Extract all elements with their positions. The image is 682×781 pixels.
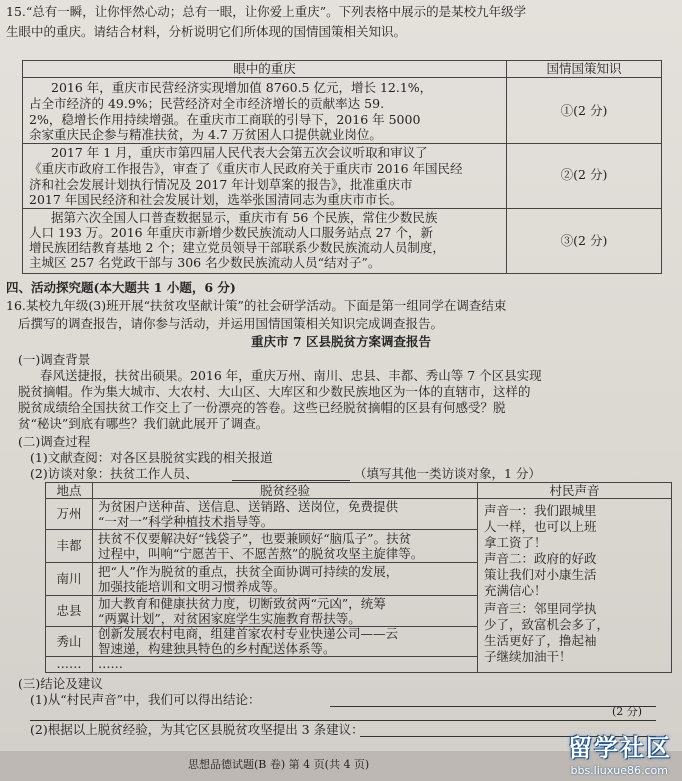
conclusion-q2: (2)根据以上脱贫经验，为其它区县脱贫攻坚提出 3 条建议： xyxy=(30,722,364,737)
q15-row3-score: ③(2 分) xyxy=(560,233,608,248)
q16-prompt-line1: 16.某校九年级(3)班开展“扶贫攻坚献计策”的社会研学活动。下面是第一组同学在调查结束 xyxy=(6,298,507,313)
col-place-header: 地点 xyxy=(56,483,82,498)
exp-line: 加强技能培训和文明习惯养成等。 xyxy=(98,579,286,594)
q15-row2-line1: 2017 年 1 月，重庆市第四届人民代表大会第五次会议听取和审议了 xyxy=(51,145,428,160)
bg-line4: 贫“秘诀”到底有哪些？我们就此展开了调查。 xyxy=(18,416,269,431)
q15-table xyxy=(22,60,662,274)
exp-line: 把“人”作为脱贫的重点，扶贫全面协调可持续的发展， xyxy=(98,564,399,579)
q15-row2-line4: 2017 年国民经济和社会发展计划，选举张国清同志为重庆市市长。 xyxy=(29,192,403,207)
report-title: 重庆市 7 区县脱贫方案调查报告 xyxy=(251,334,431,349)
page-footer: 思想品德试题(B 卷) 第 4 页(共 4 页) xyxy=(188,758,370,771)
conclusion-heading: (三)结论及建议 xyxy=(18,676,103,691)
voice-line: 声音二：政府的好政 xyxy=(484,551,597,566)
place-cell: 丰都 xyxy=(56,538,82,553)
bg-line3: 脱贫成绩给全国扶贫工作交上了一份漂亮的答卷。这些已经脱贫摘帽的区县有何感受？脱 xyxy=(18,400,506,415)
place-cell: 南川 xyxy=(56,571,82,586)
q15-row1-line3: 2%，稳增长作用持续增强。在重庆市工商联的引导下，2016 年 5000 xyxy=(29,112,421,127)
q15-row2-line3: 济和社会发展计划执行情况及 2017 年计划草案的报告》，批准重庆市 xyxy=(29,177,413,192)
voice-line: 子继续加油干！ xyxy=(484,649,572,664)
proc-item1: (1)文献查阅：对各区县脱贫实践的相关报道 xyxy=(30,450,273,465)
exp-line: “两翼计划”，对贫困家庭学生实施教育帮扶等。 xyxy=(98,611,361,626)
q15-prompt-line1: 15.“总有一瞬，让你怦然心动；总有一眼，让你爱上重庆”。下列表格中展示的是某校九年级学 xyxy=(6,4,527,19)
proc-heading: (二)调查过程 xyxy=(18,434,91,449)
q15-row2-line2: 《重庆市政府工作报告》，审查了《重庆市人民政府关于重庆市 2016 年国民经 xyxy=(29,161,463,176)
conclusion-q1: (1)从“村民声音”中，我们可以得出结论： xyxy=(30,692,261,707)
place-cell: …… xyxy=(56,656,82,671)
conclusion-blank[interactable] xyxy=(330,706,656,707)
voice-line: 拿工资了！ xyxy=(484,535,547,550)
exp-line: 加大教育和健康扶贫力度，切断致贫两“元凶”，统筹 xyxy=(98,596,386,611)
proc-item2: (2)访谈对象：扶贫工作人员、 xyxy=(30,466,198,481)
exp-line: 智速递，构建独具特色的乡村配送体系等。 xyxy=(98,641,336,656)
exp-line: 创新发展农村电商，组建首家农村专业快递公司——云 xyxy=(98,626,399,641)
interviewee-blank[interactable] xyxy=(232,480,350,481)
q15-row1-line2: 占全市经济的 49.9%；民营经济对全市经济增长的贡献率达 59. xyxy=(29,96,385,111)
q15-row1-score: ①(2 分) xyxy=(560,103,608,118)
q15-row2-score: ②(2 分) xyxy=(560,167,608,182)
exp-line: “一对一”科学种植技术指导等。 xyxy=(98,514,274,529)
section-heading-4: 四、活动探究题(本大题共 1 小题，6 分) xyxy=(6,280,236,295)
exp-line: 扶贫不仅要解决好“钱袋子”，也要兼顾好“脑瓜子”。扶贫 xyxy=(98,531,412,546)
bg-heading: (一)调查背景 xyxy=(18,352,91,367)
col-voice-header: 村民声音 xyxy=(549,483,600,498)
place-cell: 万州 xyxy=(56,506,82,521)
bg-line1: 春风送捷报，扶贫出硕果。2016 年，重庆万州、南川、忠县、丰都、秀山等 7 个区县实现 xyxy=(40,368,542,383)
col-exp-header: 脱贫经验 xyxy=(259,483,310,498)
proc-item2-hint: （填写其他一类访谈对象，1 分） xyxy=(354,466,541,481)
voice-line: 少了，致富机会多了， xyxy=(484,617,610,632)
q15-row3-line4: 主城区 257 名党政干部与 306 名少数民族流动人员“结对子”。 xyxy=(29,255,381,270)
voice-line: 充满信心！ xyxy=(484,583,547,598)
exp-line: 为贫困户送种苗、送信息、送销路、送岗位，免费提供 xyxy=(98,499,399,514)
place-cell: 忠县 xyxy=(56,603,82,618)
q15-row3-line2: 人口 193 万。2016 年重庆市新增少数民族流动人口服务站点 27 个，新 xyxy=(29,225,433,240)
place-cell: 秀山 xyxy=(56,634,82,649)
q15-row3-line3: 增民族团结教育基地 2 个；建立党员领导干部联系少数民族流动人员制度， xyxy=(29,240,445,255)
survey-result-table xyxy=(45,482,672,673)
voice-line: 声音一：我们跟城里 xyxy=(484,503,597,518)
q15-col-left-header: 眼中的重庆 xyxy=(233,61,296,76)
voice-line: 声音三：邻里同学执 xyxy=(484,601,597,616)
exp-line: 过程中，叫响“宁愿苦干、不愿苦熬”的脱贫攻坚主旋律等。 xyxy=(98,546,424,561)
score-note: (2 分) xyxy=(612,705,643,718)
conclusion-blank-2[interactable] xyxy=(30,720,656,721)
q15-col-right-header: 国情国策知识 xyxy=(546,61,622,76)
voice-line: 人一样，也可以上班 xyxy=(484,519,597,534)
voice-line: 生活更好了，撸起袖 xyxy=(484,633,597,648)
bg-line2: 脱贫摘帽。作为集大城市、大农村、大山区、大库区和少数民族地区为一体的直辖市，这样的 xyxy=(18,384,531,399)
q16-prompt-line2: 后撰写的调查报告，请你参与活动，并运用国情国策相关知识完成调查报告。 xyxy=(18,316,444,331)
q15-row1-line4: 余家重庆民企参与精准扶贫，为 4.7 万贫困人口提供就业岗位。 xyxy=(29,127,382,142)
watermark-logo: 留学社区 xyxy=(568,734,672,762)
exp-line: …… xyxy=(98,656,123,671)
q15-row3-line1: 据第六次全国人口普查数据显示，重庆市有 56 个民族，常住少数民族 xyxy=(51,210,438,225)
voice-line: 策让我们对小康生活 xyxy=(484,567,597,582)
q15-prompt-line2: 生眼中的重庆。请结合材料，分析说明它们所体现的国情国策相关知识。 xyxy=(6,24,407,39)
q15-row1-line1: 2016 年，重庆市民营经济实现增加值 8760.5 亿元，增长 12.1%， xyxy=(51,80,433,95)
watermark-url: bbs.liuxue86.com xyxy=(570,764,668,777)
